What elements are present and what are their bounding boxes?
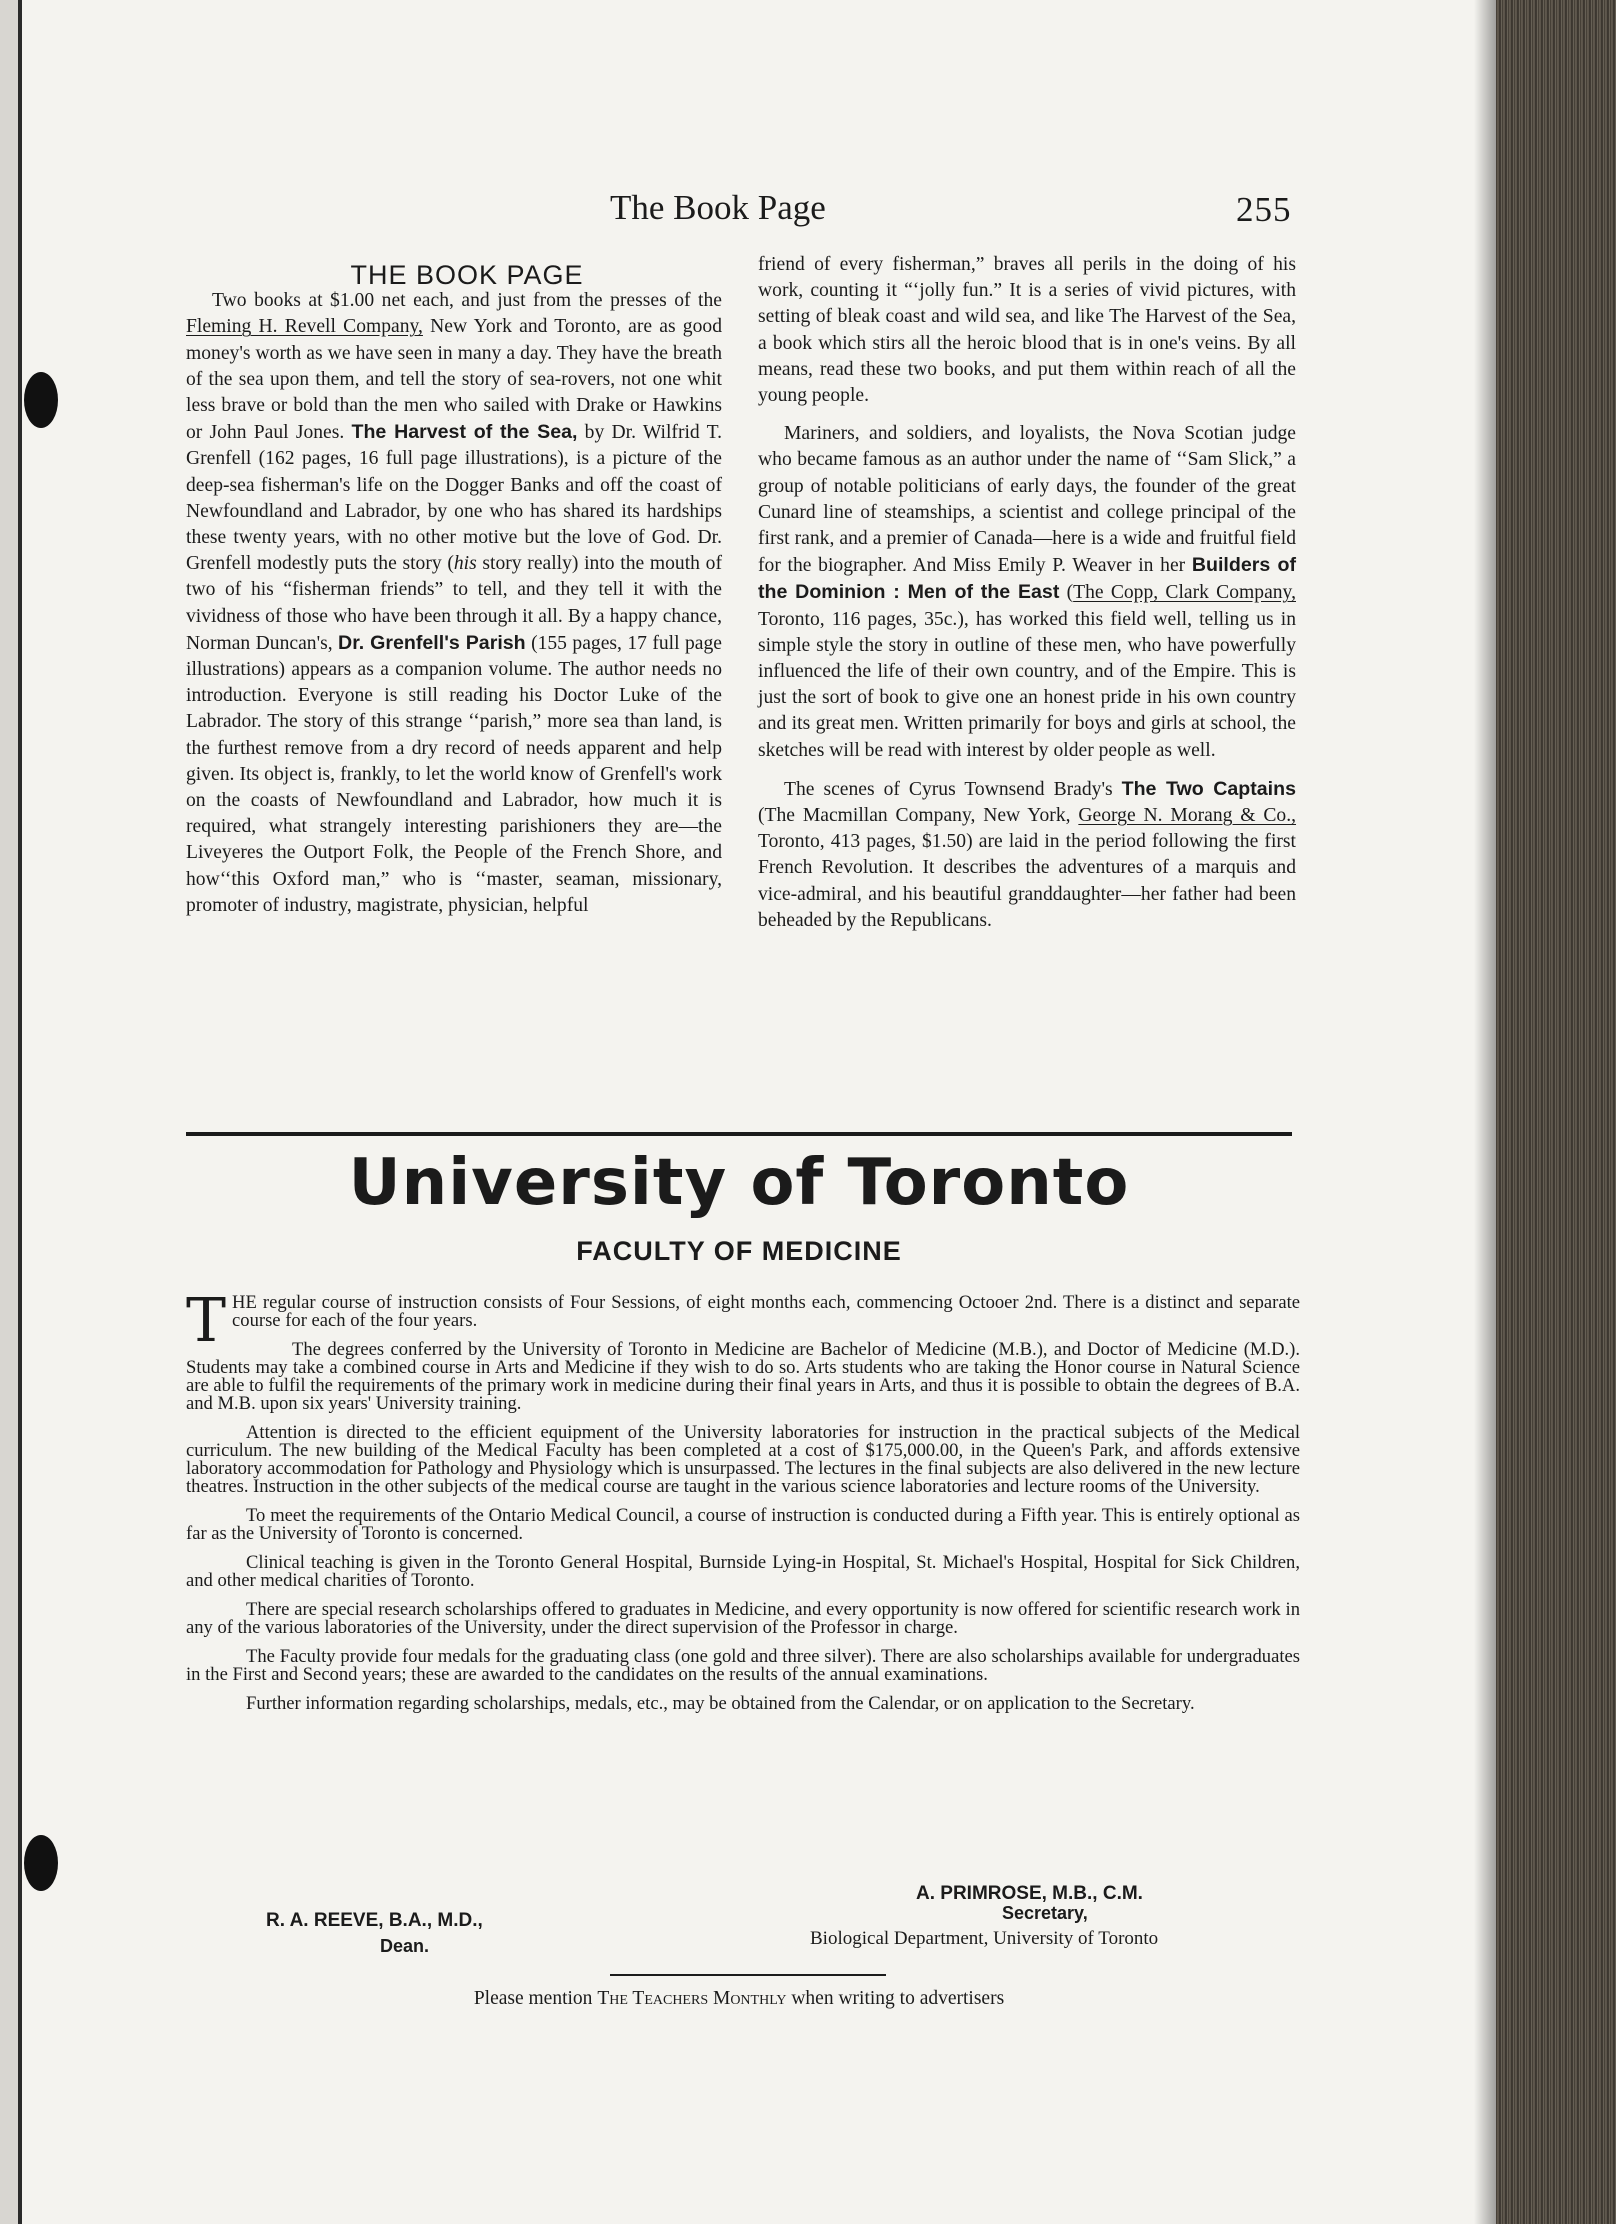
text-run: Mariners, and soldiers, and loyalists, the Nova Scotian judge who became famous as an author under the name of ‘‘Sam Slick,” a group of notable politicians of early days, the founder of the great Cunard line of steamships, a scientist and college principal of the first rank, and a premier of Canada—here is a wide and fruitful field for the biographer. And Miss Emily P. Weaver in her	[758, 423, 1296, 577]
text-run: Two books at $1.00 net each, and just from the presses of the	[212, 290, 722, 312]
italic-his: his	[453, 553, 477, 575]
text-run: when writing to advertisers	[786, 1988, 1005, 2009]
publisher-copp-clark: The Copp, Clark Company,	[1073, 582, 1296, 604]
running-title: The Book Page	[610, 188, 826, 227]
binding-hole-top	[24, 372, 58, 428]
book-title-two-captains: The Two Captains	[1121, 777, 1296, 800]
book-title-harvest: The Harvest of the Sea,	[351, 421, 578, 444]
book-page-right-column	[758, 252, 1296, 934]
secretary-title: Secretary,	[1002, 1903, 1088, 1923]
ad-body	[186, 1286, 1300, 1724]
text-run: Please mention	[473, 1988, 598, 2009]
dean-title: Dean.	[380, 1936, 430, 1956]
spine-shadow	[1474, 0, 1496, 2224]
ad-paragraph: There are special research scholarships offered to graduates in Medicine, and every opportunity is now offered for scientific research work in any of the various laboratories of the University, under the direct supervision of the Professor in charge.	[186, 1599, 1300, 1638]
secretary-department: Biological Department, University of Toronto	[810, 1928, 1159, 1949]
text-run: (	[1059, 582, 1074, 604]
text-run: HE regular course of instruction consists of Four Sessions, of eight months each, commencing Octooer 2nd. There is a distinct and separate course for each of the four years.	[232, 1292, 1300, 1331]
ad-paragraph: Further information regarding scholarships, medals, etc., may be obtained from the Calendar, or on application to the Secretary.	[246, 1693, 1195, 1714]
text-run: by Dr. Wilfrid T. Grenfell (162 pages, 16 full page illustrations), is a picture of the deep-sea fisherman's life on the Dogger Banks and off the coast of Newfoundland and Labrador, by one who has shared its hardships these twenty years, with no other motive but the love of God. Dr. Grenfell modestly puts the story (	[186, 422, 722, 575]
ad-paragraph: Clinical teaching is given in the Toronto General Hospital, Burnside Lying-in Hospital, St. Michael's Hospital, Hospital for Sick Children, and other medical charities of Toronto.	[186, 1552, 1300, 1591]
publisher-revell: Fleming H. Revell Company,	[186, 316, 423, 338]
publisher-morang: George N. Morang & Co.,	[1078, 805, 1297, 827]
ad-paragraph	[186, 1286, 1300, 1356]
page-number: 255	[1236, 190, 1292, 229]
book-page-left-column	[186, 262, 722, 919]
footer-divider	[610, 1974, 886, 1976]
text-run: story really) into the mouth of two of his “fisherman friends” to tell, and they tell it with the vividness of those who have been through it all. By a happy chance, Norman Duncan's,	[186, 553, 722, 654]
text-run: Toronto, 116 pages, 35c.), has worked this field well, telling us in simple style the story in outline of these men, who have powerfully influenced the life of their own country, and of the Empire. This is just the sort of book to give one an honest pride in his own country and its great men. Written primarily for boys and girls at school, the sketches will be read with interest by older people as well.	[758, 608, 1296, 761]
ad-paragraph: The degrees conferred by the University of Toronto in Medicine are Bachelor of Medicine (M.B.), and Doctor of Medicine (M.D.). Students may take a combined course in Arts and Medicine if they wish to do so. Arts students who are taking the Honor course in Natural Science are able to fulfil the requirements of the primary work in medicine during their final years in Arts, and thus it is possible to obtain the degrees of B.A. and M.B. upon six years' University training.	[186, 1339, 1300, 1414]
text-run: New York and Toronto, are as good money's worth as we have seen in many a day. They have the breath of the sea upon them, and tell the story of sea-rovers, not one whit less brave or bold than the men who sailed with Drake or Hawkins or John Paul Jones.	[186, 316, 722, 444]
footer-note	[186, 1988, 1292, 2010]
paragraph-two-captains	[758, 776, 1296, 934]
paragraph-builders	[758, 421, 1296, 764]
scan-left-edge-line	[18, 0, 22, 2224]
section-divider	[186, 1132, 1292, 1136]
text-run: (155 pages, 17 full page illustrations) appears as a companion volume. The author needs no introduction. Everyone is still reading his Doctor Luke of the Labrador. The story of this strange ‘‘parish,” more sea than land, is the furthest remove from a dry record of needs apparent and help given. Its object is, frankly, to let the world know of Grenfell's work on the coasts of Newfoundland and Labrador, how much it is required, what strangely interesting parishioners they are—the Liveyeres the Outport Folk, the People of the French Shore, and how‘‘this Oxford man,” who is ‘‘master, seaman, missionary, promoter of industry, magistrate, physician, helpful	[186, 632, 722, 916]
text-run: Toronto, 413 pages, $1.50) are laid in the period following the first French Revolution. It describes the adventures of a marquis and vice-admiral, and his beautiful granddaughter—her father had been beheaded by the Republicans.	[758, 831, 1296, 931]
ad-paragraph: To meet the requirements of the Ontario Medical Council, a course of instruction is conducted during a Fifth year. This is entirely optional as far as the University of Toronto is concerned.	[186, 1505, 1300, 1544]
book-title-builders: Builders of the Dominion : Men of the East	[758, 554, 1296, 604]
text-run: The scenes of Cyrus Townsend Brady's	[784, 778, 1122, 800]
ad-paragraph: Attention is directed to the efficient equipment of the University laboratories for instruction in the practical subjects of the Medical curriculum. The new building of the Medical Faculty has been completed at a cost of $175,000.00, in the Queen's Park, and affords extensive laboratory accommodation for Pathology and Physiology which is unsurpassed. The lectures in the final subjects are also delivered in the new lecture theatres. Instruction in the other subjects of the medical course are taught in the various science laboratories and lecture rooms of the University.	[186, 1422, 1300, 1497]
dropcap: T	[186, 1286, 227, 1356]
magazine-name: The Teachers Monthly	[597, 1988, 787, 2009]
book-page-title: THE BOOK PAGE	[350, 260, 584, 290]
paragraph-revell-books	[186, 288, 722, 919]
dean-name: R. A. REEVE, B.A., M.D.,	[266, 1910, 483, 1931]
ad-title: University of Toronto	[348, 1146, 1130, 1220]
ad-subtitle: FACULTY OF MEDICINE	[576, 1236, 902, 1266]
secretary-name: A. PRIMROSE, M.B., C.M.	[916, 1883, 1143, 1904]
book-spine	[1496, 0, 1616, 2224]
book-title-grenfell-parish: Dr. Grenfell's Parish	[338, 631, 526, 654]
binding-hole-bottom	[24, 1835, 58, 1891]
ad-paragraph: The Faculty provide four medals for the graduating class (one gold and three silver). There are also scholarships available for undergraduates in the First and Second years; these are awarded to the candidates on the results of the annual examinations.	[186, 1646, 1300, 1685]
paragraph-continued: friend of every fisherman,” braves all perils in the doing of his work, counting it “‘jolly fun.” It is a series of vivid pictures, with setting of bleak coast and wild sea, and like The Harvest of the Sea, a book which stirs all the heroic blood that is in one's veins. By all means, read these two books, and put them within reach of all the young people.	[758, 254, 1296, 407]
text-run: (The Macmillan Company, New York,	[758, 805, 1079, 827]
